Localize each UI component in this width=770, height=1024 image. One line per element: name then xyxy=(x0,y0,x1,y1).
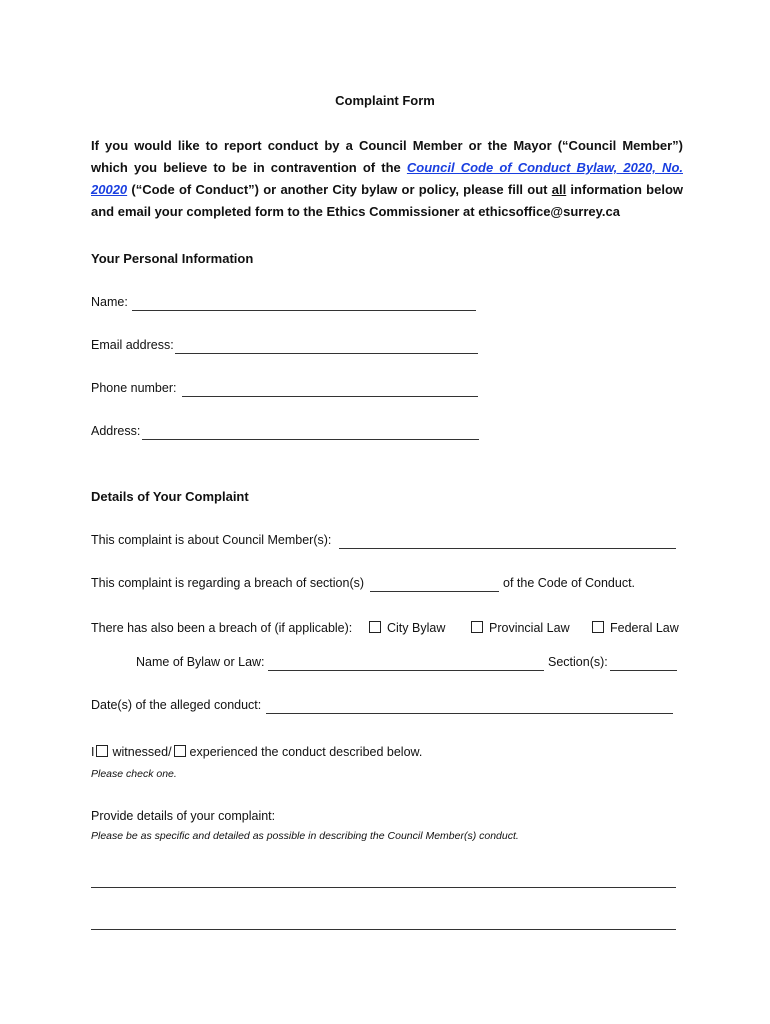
name-field[interactable] xyxy=(132,310,476,311)
phone-label: Phone number: xyxy=(91,381,177,395)
provide-details-label: Provide details of your complaint: xyxy=(91,809,276,823)
address-label: Address: xyxy=(91,424,141,438)
provincial-law-checkbox[interactable] xyxy=(471,621,483,633)
name-label: Name: xyxy=(91,295,128,309)
breach-section-label: This complaint is regarding a breach of section(s) xyxy=(91,576,365,590)
sections-label: Section(s): xyxy=(548,655,608,669)
city-bylaw-checkbox[interactable] xyxy=(369,621,381,633)
also-breach-label: There has also been a breach of (if applicable): xyxy=(91,621,353,635)
details-line-2[interactable] xyxy=(91,929,676,930)
city-bylaw-label: City Bylaw xyxy=(387,621,446,635)
phone-field[interactable] xyxy=(182,396,478,397)
city-bylaw-option[interactable] xyxy=(369,621,445,635)
provincial-law-label: Provincial Law xyxy=(489,621,570,635)
email-label: Email address: xyxy=(91,338,174,352)
federal-law-checkbox[interactable] xyxy=(592,621,604,633)
dates-field[interactable] xyxy=(266,713,673,714)
breach-section-field[interactable] xyxy=(370,591,499,592)
witness-line xyxy=(91,745,422,759)
email-field[interactable] xyxy=(175,353,478,354)
witnessed-label: witnessed/ xyxy=(112,745,172,759)
check-one-hint: Please check one. xyxy=(91,768,177,780)
complaint-details-heading: Details of Your Complaint xyxy=(91,489,249,504)
intro-text-2: (“Code of Conduct”) or another City bylaw or policy, please fill out xyxy=(127,182,552,197)
personal-info-heading: Your Personal Information xyxy=(91,251,254,266)
council-member-label: This complaint is about Council Member(s): xyxy=(91,533,332,547)
witness-prefix: I xyxy=(91,745,95,759)
intro-text-1: If you would like to report conduct by a Council Member or the Mayor (“Council Member”) which you believe to be in contravention of the xyxy=(91,138,683,175)
details-line-1[interactable] xyxy=(91,887,676,888)
breach-section-suffix: of the Code of Conduct. xyxy=(503,576,636,590)
witnessed-checkbox[interactable] xyxy=(96,745,108,757)
sections-field[interactable] xyxy=(610,670,677,671)
form-title: Complaint Form xyxy=(335,93,435,108)
provide-details-hint: Please be as specific and detailed as possible in describing the Council Member(s) conduct. xyxy=(91,830,519,842)
federal-law-option[interactable] xyxy=(592,621,679,635)
experienced-checkbox[interactable] xyxy=(174,745,186,757)
bylaw-name-field[interactable] xyxy=(268,670,544,671)
intro-text-3: information below and email your completed form to the Ethics Commissioner at ethicsoffice@surrey.ca xyxy=(91,182,683,219)
federal-law-label: Federal Law xyxy=(610,621,679,635)
provincial-law-option[interactable] xyxy=(471,621,570,635)
intro-underlined-all: all xyxy=(551,182,567,197)
code-of-conduct-link[interactable]: Council Code of Conduct Bylaw, 2020, No. 20020 xyxy=(91,160,683,197)
intro-paragraph xyxy=(91,135,683,223)
council-member-field[interactable] xyxy=(339,548,676,549)
address-field[interactable] xyxy=(142,439,479,440)
dates-label: Date(s) of the alleged conduct: xyxy=(91,698,262,712)
experienced-label: experienced the conduct described below. xyxy=(189,745,423,759)
bylaw-name-label: Name of Bylaw or Law: xyxy=(136,655,265,669)
